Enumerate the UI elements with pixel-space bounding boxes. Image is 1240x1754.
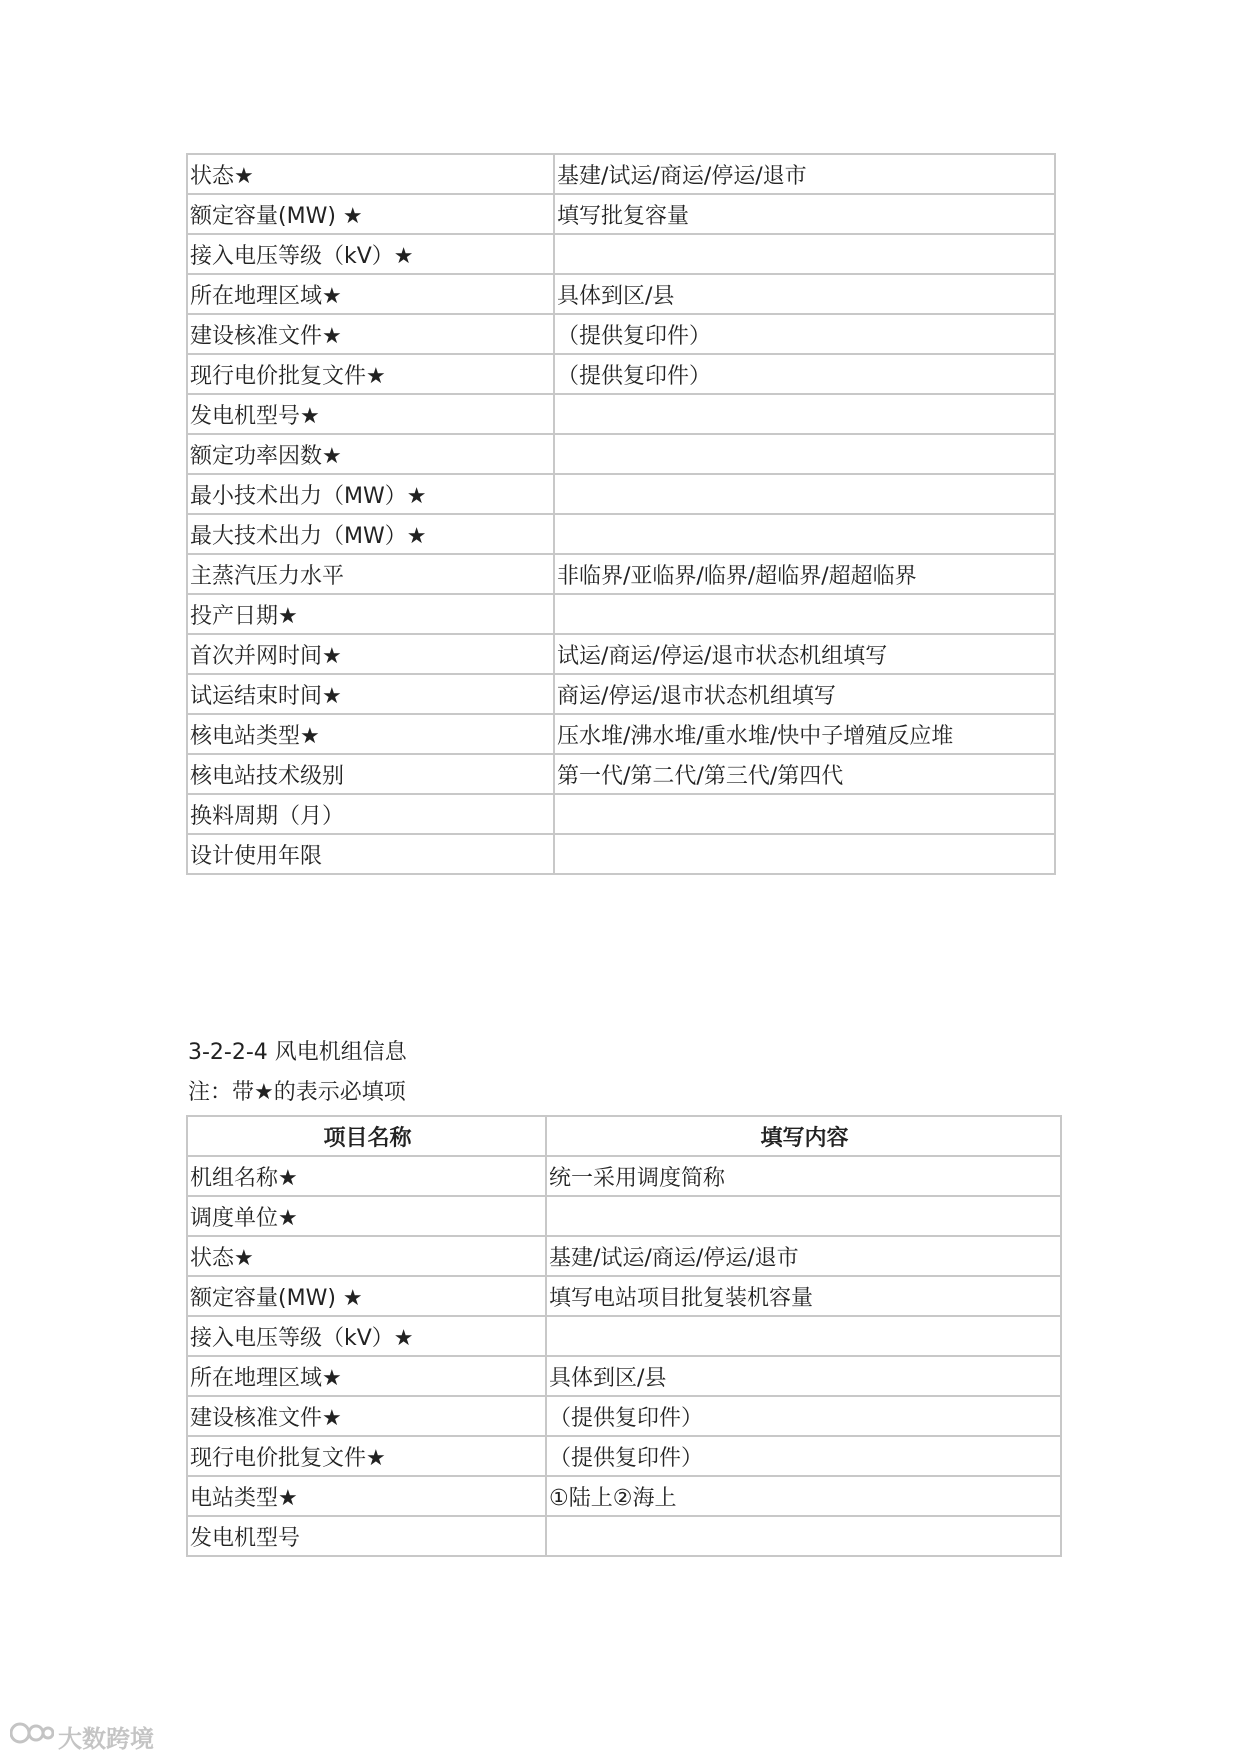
section-title: 3-2-2-4 风电机组信息 (188, 1040, 407, 1065)
item-name-cell: 额定容量(MW) ★ (187, 194, 554, 234)
section-note: 注：带★的表示必填项 (188, 1080, 406, 1105)
fill-content-cell: 非临界/亚临界/临界/超临界/超超临界 (554, 554, 1055, 594)
fill-content-cell: 具体到区/县 (546, 1356, 1061, 1396)
item-name-cell: 换料周期（月） (187, 794, 554, 834)
item-name-cell: 发电机型号 (187, 1516, 546, 1556)
item-name-cell: 调度单位★ (187, 1196, 546, 1236)
fill-content-cell (554, 234, 1055, 274)
item-name-cell: 所在地理区域★ (187, 274, 554, 314)
table-row (187, 274, 1055, 314)
table-row (187, 794, 1055, 834)
table-row (187, 1476, 1061, 1516)
item-name-cell: 试运结束时间★ (187, 674, 554, 714)
item-name-cell: 核电站类型★ (187, 714, 554, 754)
watermark-text: 大数跨境 (58, 1724, 154, 1753)
fill-content-cell (546, 1196, 1061, 1236)
fill-content-cell: （提供复印件） (554, 354, 1055, 394)
fill-content-cell: 填写批复容量 (554, 194, 1055, 234)
table-row (187, 554, 1055, 594)
fill-content-cell: 商运/停运/退市状态机组填写 (554, 674, 1055, 714)
fill-content-cell: （提供复印件） (546, 1396, 1061, 1436)
item-name-cell: 状态★ (187, 154, 554, 194)
fill-content-cell: ①陆上②海上 (546, 1476, 1061, 1516)
table-row (187, 194, 1055, 234)
fill-content-cell: （提供复印件） (546, 1436, 1061, 1476)
table-row (187, 1196, 1061, 1236)
item-name-cell: 额定功率因数★ (187, 434, 554, 474)
fill-content-cell (554, 594, 1055, 634)
table-row (187, 514, 1055, 554)
fill-content-cell (554, 794, 1055, 834)
fill-content-cell: （提供复印件） (554, 314, 1055, 354)
fill-content-cell: 试运/商运/停运/退市状态机组填写 (554, 634, 1055, 674)
item-name-cell: 主蒸汽压力水平 (187, 554, 554, 594)
table-header-row (187, 1116, 1061, 1156)
table-row (187, 234, 1055, 274)
header-item-name: 项目名称 (187, 1116, 546, 1156)
table1-body (187, 154, 1055, 874)
table-row (187, 354, 1055, 394)
table-row (187, 834, 1055, 874)
table-row (187, 1516, 1061, 1556)
header-fill-content: 填写内容 (546, 1116, 1061, 1156)
fill-content-cell (554, 394, 1055, 434)
table-row (187, 714, 1055, 754)
table-row (187, 674, 1055, 714)
table-row (187, 1436, 1061, 1476)
item-name-cell: 建设核准文件★ (187, 1396, 546, 1436)
table-row (187, 434, 1055, 474)
item-name-cell: 现行电价批复文件★ (187, 1436, 546, 1476)
item-name-cell: 接入电压等级（kV）★ (187, 1316, 546, 1356)
item-name-cell: 所在地理区域★ (187, 1356, 546, 1396)
item-name-cell: 发电机型号★ (187, 394, 554, 434)
item-name-cell: 最大技术出力（MW）★ (187, 514, 554, 554)
item-name-cell: 机组名称★ (187, 1156, 546, 1196)
table-row (187, 754, 1055, 794)
item-name-cell: 现行电价批复文件★ (187, 354, 554, 394)
item-name-cell: 额定容量(MW) ★ (187, 1276, 546, 1316)
table-row (187, 1236, 1061, 1276)
table-row (187, 474, 1055, 514)
fill-content-cell: 统一采用调度简称 (546, 1156, 1061, 1196)
logo-icon (10, 1718, 54, 1754)
table2-body (187, 1156, 1061, 1556)
item-name-cell: 核电站技术级别 (187, 754, 554, 794)
fill-content-cell (554, 514, 1055, 554)
wind-unit-info-table (186, 1115, 1062, 1557)
fill-content-cell (554, 434, 1055, 474)
item-name-cell: 投产日期★ (187, 594, 554, 634)
item-name-cell: 最小技术出力（MW）★ (187, 474, 554, 514)
fill-content-cell (546, 1516, 1061, 1556)
fill-content-cell (546, 1316, 1061, 1356)
table-row (187, 314, 1055, 354)
table-row (187, 1316, 1061, 1356)
table-row (187, 394, 1055, 434)
item-name-cell: 建设核准文件★ (187, 314, 554, 354)
item-name-cell: 电站类型★ (187, 1476, 546, 1516)
fill-content-cell: 具体到区/县 (554, 274, 1055, 314)
item-name-cell: 首次并网时间★ (187, 634, 554, 674)
table-row (187, 594, 1055, 634)
table-row (187, 1356, 1061, 1396)
item-name-cell: 状态★ (187, 1236, 546, 1276)
table-row (187, 634, 1055, 674)
table-row (187, 154, 1055, 194)
watermark (10, 1718, 154, 1754)
fill-content-cell: 压水堆/沸水堆/重水堆/快中子增殖反应堆 (554, 714, 1055, 754)
fill-content-cell (554, 474, 1055, 514)
fill-content-cell: 基建/试运/商运/停运/退市 (554, 154, 1055, 194)
table-row (187, 1396, 1061, 1436)
item-name-cell: 设计使用年限 (187, 834, 554, 874)
fill-content-cell: 基建/试运/商运/停运/退市 (546, 1236, 1061, 1276)
table-row (187, 1276, 1061, 1316)
fill-content-cell: 第一代/第二代/第三代/第四代 (554, 754, 1055, 794)
nuclear-unit-info-table (186, 153, 1056, 875)
fill-content-cell (554, 834, 1055, 874)
item-name-cell: 接入电压等级（kV）★ (187, 234, 554, 274)
table-row (187, 1156, 1061, 1196)
fill-content-cell: 填写电站项目批复装机容量 (546, 1276, 1061, 1316)
